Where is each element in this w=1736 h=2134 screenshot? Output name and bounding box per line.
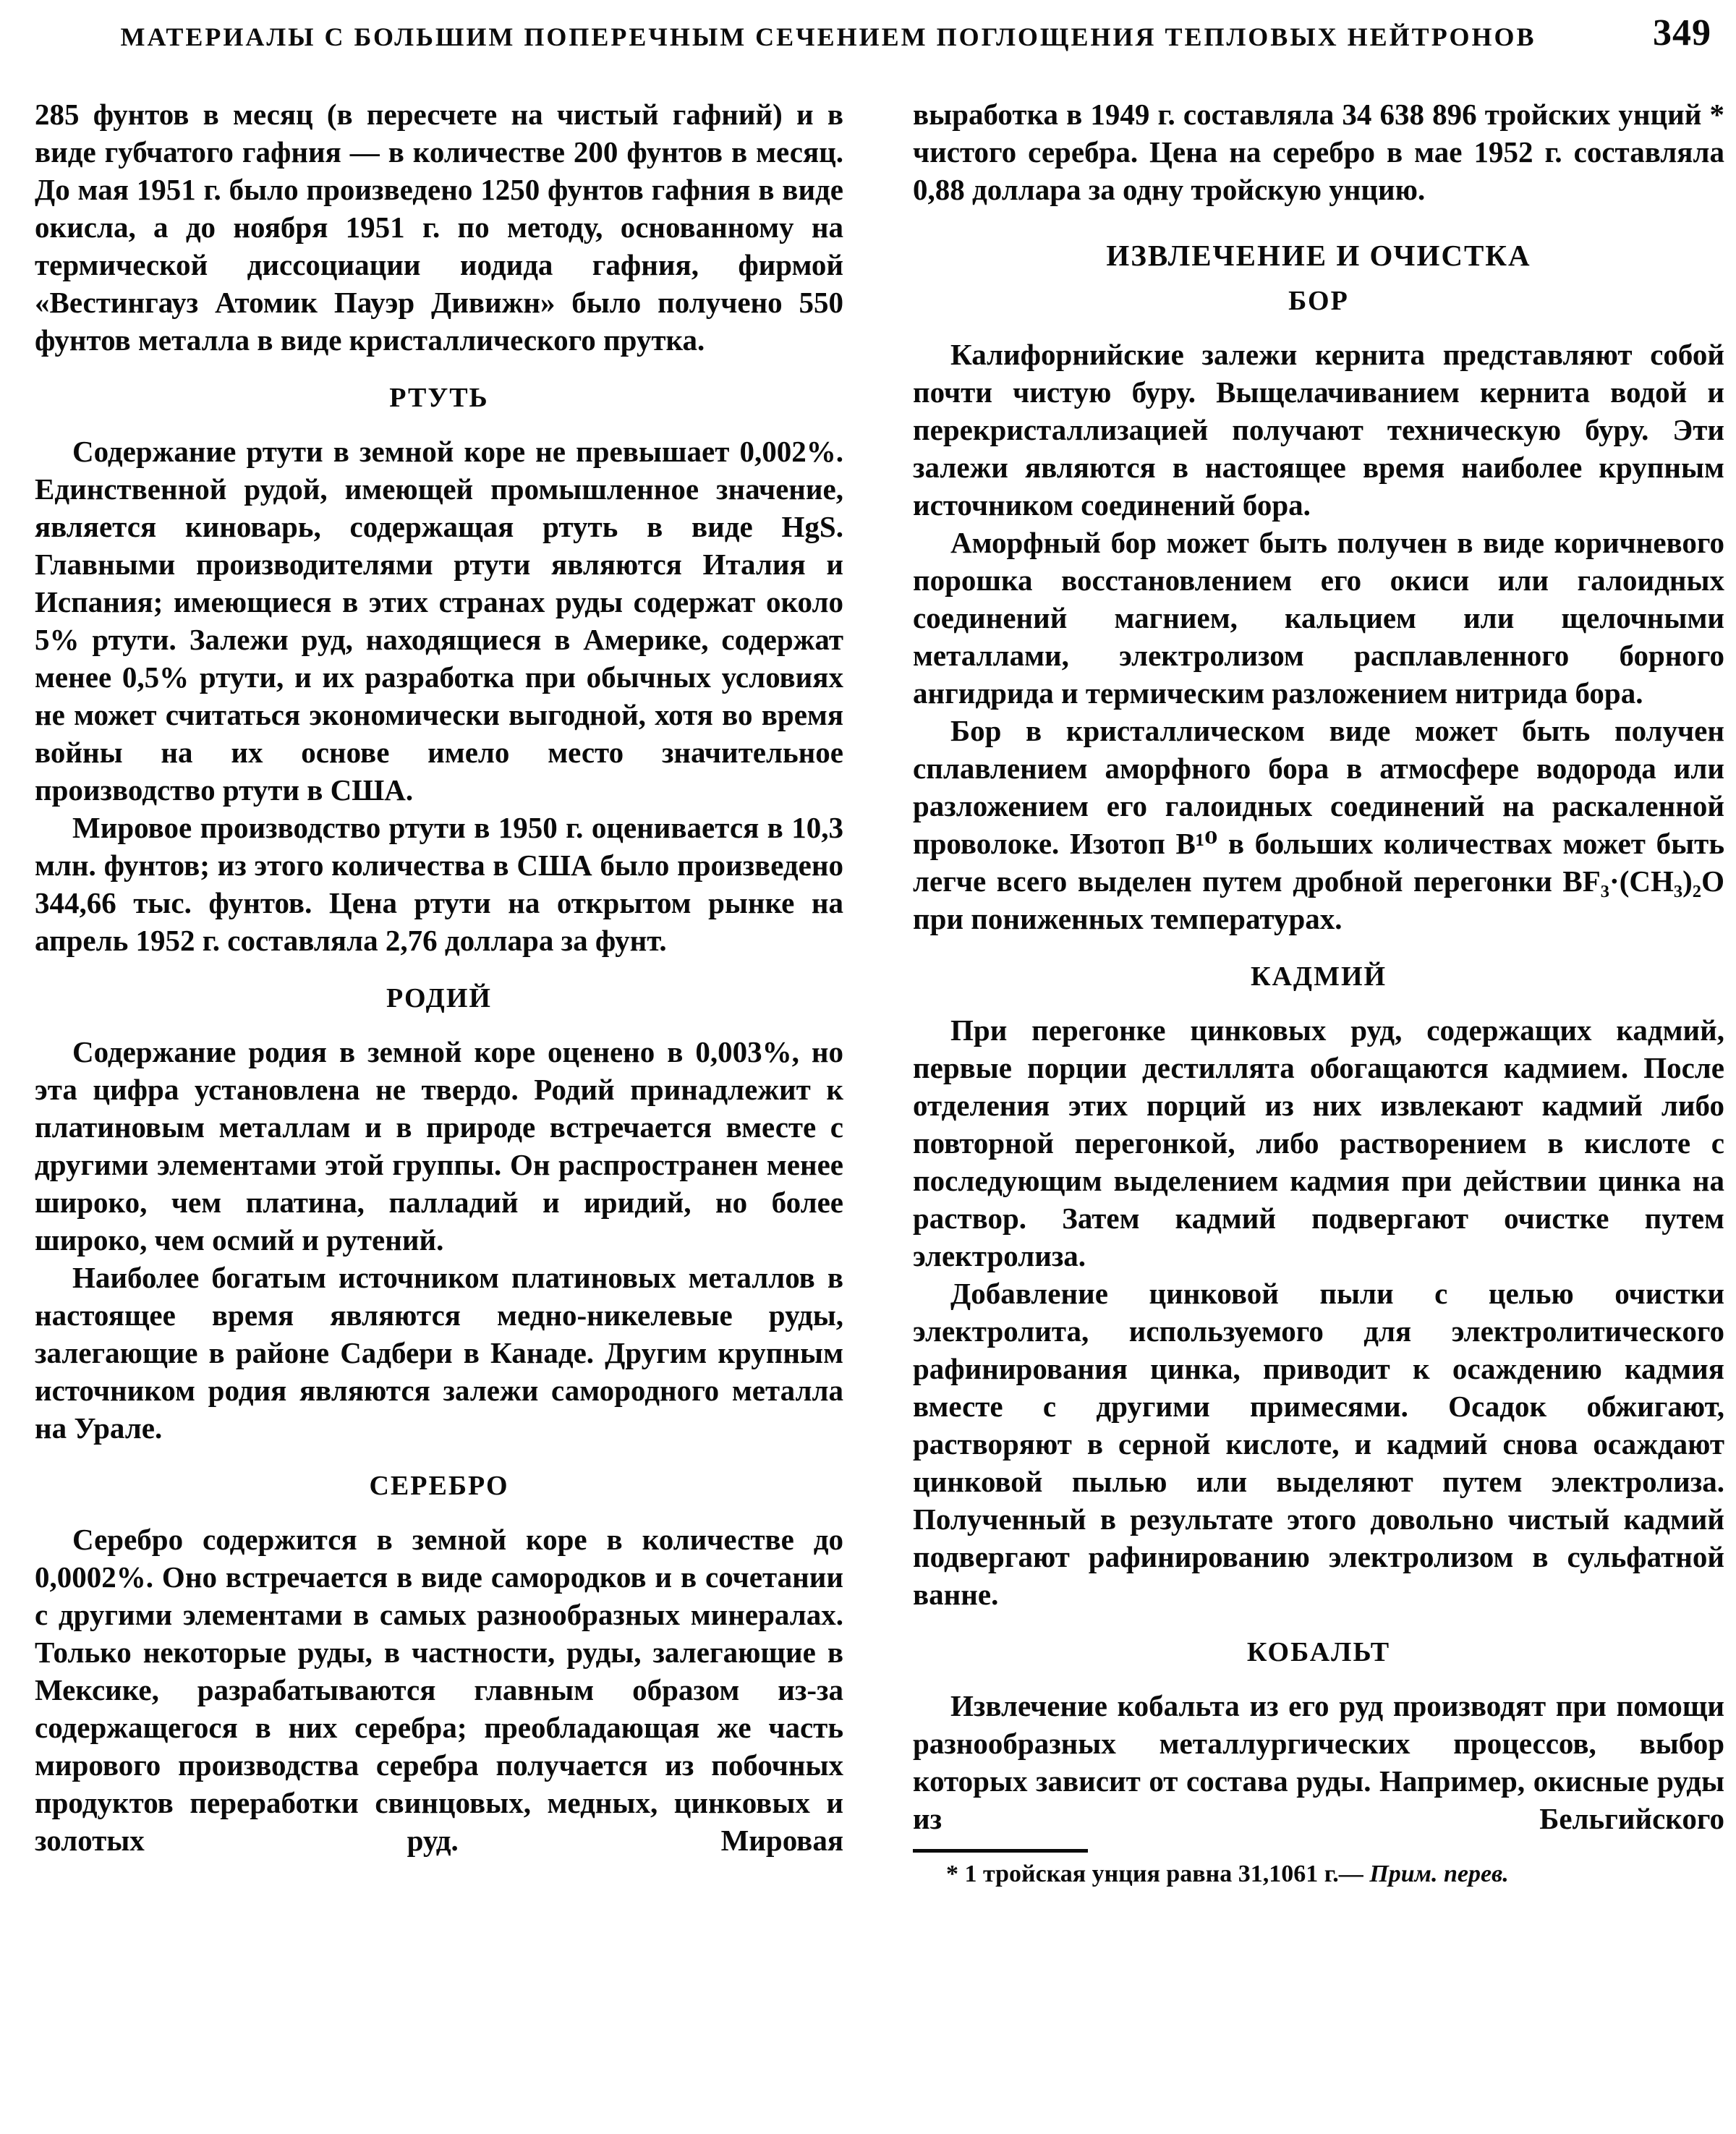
section-heading: БОР — [1288, 286, 1349, 316]
paragraph: При перегонке цинковых руд, содержащих кадмий, первые порции дестиллята обогащаются кадмием. После отделения этих порций из них извлекают кадмий либо повторной перегонкой, либо растворением в кислоте с последующим выделением кадмия при действии цинка на раствор. Затем кадмий подвергают очистке путем электролиза. — [913, 1013, 1724, 1272]
paragraph: Содержание ртути в земной коре не превышает 0,002%. Единственной рудой, имеющей промышленное значение, является киноварь, содержащая ртуть в виде HgS. Главными производителями ртути являются Италия и Испания; имеющиеся в этих странах руды содержат около 5% ртути. Залежи руд, находящиеся в Америке, содержат менее 0,5% ртути, и их разработка при обычных условиях не может считаться экономически выгодной, хотя во время войны на их основе имело место значительное производство ртути в США. — [35, 435, 843, 807]
left-column-blocks — [35, 95, 843, 1859]
footnote-translator-note: Прим. перев. — [1369, 1861, 1509, 1887]
paragraph: Серебро содержится в земной коре в количестве до 0,0002%. Оно встречается в виде самородков и в сочетании с другими элементами в самых разнообразных минералах. Только некоторые руды, в частности, руды, залегающие в Мексике, разрабатываются главным образом из-за содержащегося в них серебра; преобладающая же часть мирового производства серебра получается из побочных продуктов переработки свинцовых, медных, цинковых и золотых руд. Мировая — [35, 1523, 843, 1857]
section-heading: КОБАЛЬТ — [1246, 1637, 1391, 1667]
paragraph: выработка в 1949 г. составляла 34 638 896 тройских унций * чистого серебра. Цена на серебро в мае 1952 г. составляла 0,88 доллара за одну тройскую унцию. — [913, 98, 1724, 206]
paragraph: Наиболее богатым источником платиновых металлов в настоящее время являются медно-никелевые руды, залегающие в районе Садбери в Канаде. Другим крупным источником родия являются залежи самородного металла на Урале. — [35, 1261, 843, 1445]
running-head: МАТЕРИАЛЫ С БОЛЬШИМ ПОПЕРЕЧНЫМ СЕЧЕНИЕМ ПОГЛОЩЕНИЯ ТЕПЛОВЫХ НЕЙТРОНОВ — [120, 22, 1536, 51]
paragraph: 285 фунтов в месяц (в пересчете на чистый гафний) и в виде губчатого гафния — в количестве 200 фунтов в месяц. До мая 1951 г. было произведено 1250 фунтов гафния в виде окисла, а до ноября 1951 г. по методу, основанному на термической диссоциации иодида гафния, фирмой «Вестингауз Атомик Пауэр Дивижн» было получено 550 фунтов металла в виде кристаллического прутка. — [35, 98, 843, 357]
paragraph: Содержание родия в земной коре оценено в 0,003%, но эта цифра установлена не твердо. Родий принадлежит к платиновым металлам и в природе встречается вместе с другими элементами этой группы. Он распространен менее широко, чем платина, палладий и иридий, но более широко, чем осмий и рутений. — [35, 1035, 843, 1257]
right-column-blocks — [913, 95, 1724, 1837]
footnote — [913, 1858, 1724, 1890]
left-column — [35, 95, 843, 1859]
section-heading: РТУТЬ — [389, 383, 489, 413]
right-column — [913, 95, 1724, 1890]
section-heading: СЕРЕБРО — [369, 1471, 509, 1501]
footnote-divider — [913, 1849, 1088, 1853]
section-heading: РОДИЙ — [386, 983, 492, 1013]
section-heading: КАДМИЙ — [1250, 961, 1387, 992]
paragraph: Аморфный бор может быть получен в виде коричневого порошка восстановлением его окиси или галоидных соединений магнием, кальцием или щелочными металлами, электролизом расплавленного борного ангидрида и термическим разложением нитрида бора. — [913, 526, 1724, 710]
paragraph: Калифорнийские залежи кернита представляют собой почти чистую буру. Выщелачиванием кернита водой и перекристаллизацией получают техническую буру. Эти залежи являются в настоящее время наиболее крупным источником соединений бора. — [913, 338, 1724, 522]
paragraph: Извлечение кобальта из его руд производят при помощи разнообразных металлургических процессов, выбор которых зависит от состава руды. Например, окисные руды из Бельгийского — [913, 1689, 1724, 1835]
page-number: 349 — [1653, 12, 1711, 54]
footnote-text: * 1 тройская унция равна 31,1061 г.— — [946, 1861, 1370, 1887]
section-heading: ИЗВЛЕЧЕНИЕ И ОЧИСТКА — [1106, 239, 1531, 272]
paragraph: Бор в кристаллическом виде может быть получен сплавлением аморфного бора в атмосфере водорода или разложением его галоидных соединений на раскаленной проволоке. Изотоп B¹⁰ в больших количествах может быть легче всего выделен путем дробной перегонки BF₃·(CH₃)₂O при пониженных температурах. — [913, 714, 1724, 935]
paragraph: Мировое производство ртути в 1950 г. оценивается в 10,3 млн. фунтов; из этого количества в США было произведено 344,66 тыс. фунтов. Цена ртути на открытом рынке на апрель 1952 г. составляла 2,76 доллара за фунт. — [35, 811, 843, 957]
paragraph: Добавление цинковой пыли с целью очистки электролита, используемого для электролитического рафинирования цинка, приводит к осаждению кадмия вместе с другими примесями. Осадок обжигают, растворяют в серной кислоте, и кадмий снова осаждают цинковой пылью или выделяют путем электролиза. Полученный в результате этого довольно чистый кадмий подвергают рафинированию электролизом в сульфатной ванне. — [913, 1277, 1724, 1611]
